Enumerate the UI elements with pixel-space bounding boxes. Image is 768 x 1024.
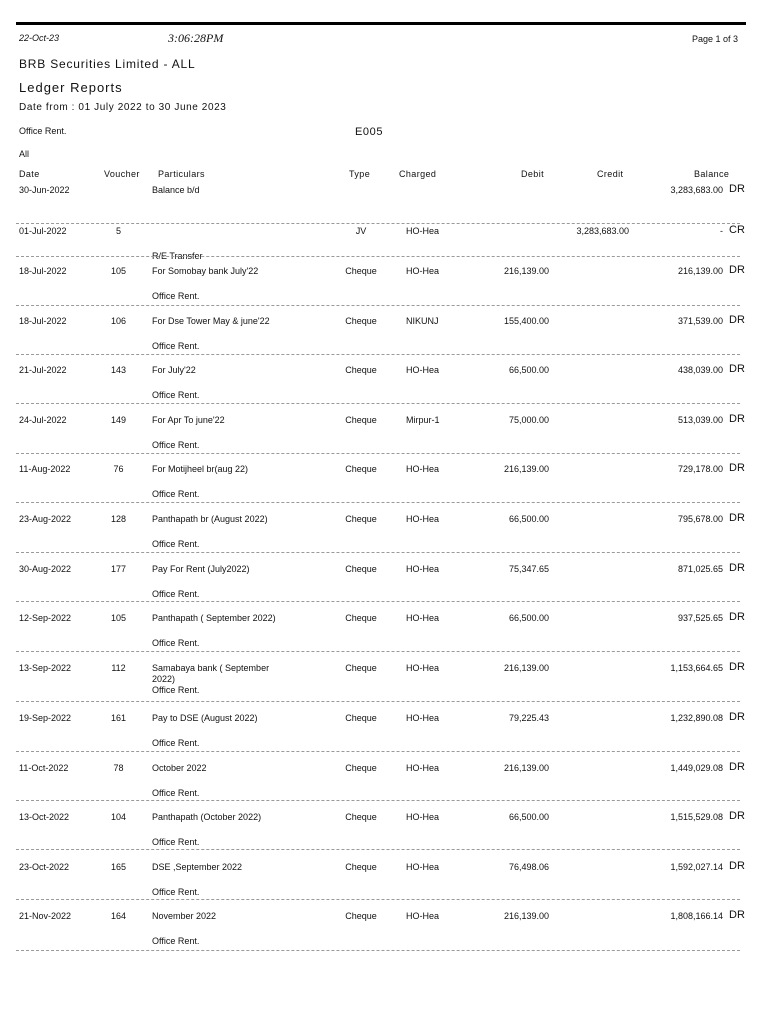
row-dr-cr: DR (729, 711, 745, 723)
row-dr-cr: DR (729, 810, 745, 822)
row-debit: 216,139.00 (503, 763, 549, 773)
row-date: 18-Jul-2022 (19, 316, 67, 326)
row-narration: Office Rent. (152, 685, 200, 695)
row-charged: HO-Hea (406, 564, 440, 574)
row-voucher: 104 (110, 812, 127, 822)
row-balance: 1,592,027.14 (670, 862, 723, 872)
row-separator (16, 899, 740, 900)
row-balance: 1,515,529.08 (670, 812, 723, 822)
row-balance: 729,178.00 (677, 464, 723, 474)
row-narration: Office Rent. (152, 887, 200, 897)
row-charged: HO-Hea (406, 763, 440, 773)
row-voucher: 161 (110, 713, 127, 723)
row-type: Cheque (345, 763, 377, 773)
row-type: Cheque (345, 266, 377, 276)
row-debit: 75,347.65 (508, 564, 549, 574)
row-separator (16, 751, 740, 752)
page-number: Page 1 of 3 (691, 34, 738, 44)
row-dr-cr: DR (729, 314, 745, 326)
row-particulars: For Dse Tower May & june'22 (152, 316, 270, 326)
row-dr-cr: DR (729, 761, 745, 773)
row-narration: Office Rent. (152, 589, 200, 599)
row-particulars: Pay For Rent (July2022) (152, 564, 250, 574)
row-type: Cheque (345, 911, 377, 921)
col-charged: Charged (399, 169, 437, 179)
row-date: 21-Nov-2022 (19, 911, 72, 921)
row-separator (16, 354, 740, 355)
row-separator (16, 800, 740, 801)
row-debit: 216,139.00 (503, 464, 549, 474)
row-debit: 76,498.06 (508, 862, 549, 872)
row-charged: HO-Hea (406, 812, 440, 822)
row-dr-cr: DR (729, 661, 745, 673)
row-charged: HO-Hea (406, 663, 440, 673)
row-narration: Office Rent. (152, 440, 200, 450)
row-type: Cheque (345, 713, 377, 723)
row-particulars: Samabaya bank ( September (152, 663, 270, 673)
row-separator (16, 305, 740, 306)
row-debit: 66,500.00 (508, 514, 549, 524)
row-separator (16, 403, 740, 404)
row-narration: Office Rent. (152, 837, 200, 847)
row-date: 30-Aug-2022 (19, 564, 72, 574)
row-debit: 216,139.00 (503, 663, 549, 673)
top-rule (16, 22, 746, 25)
col-particulars: Particulars (158, 169, 205, 179)
row-date: 19-Sep-2022 (19, 713, 72, 723)
row-date: 23-Aug-2022 (19, 514, 72, 524)
row-date: 11-Aug-2022 (19, 464, 71, 474)
row-charged: HO-Hea (406, 862, 440, 872)
row-narration: Office Rent. (152, 788, 200, 798)
row-balance: 216,139.00 (677, 266, 723, 276)
row-narration: Office Rent. (152, 738, 200, 748)
row-voucher: 106 (110, 316, 127, 326)
row-date: 13-Oct-2022 (19, 812, 70, 822)
row-voucher: 128 (110, 514, 127, 524)
row-charged: HO-Hea (406, 613, 440, 623)
row-particulars: For Somobay bank July'22 (152, 266, 259, 276)
row-narration: Office Rent. (152, 390, 200, 400)
row-charged: NIKUNJ (406, 316, 439, 326)
company-name: BRB Securities Limited - ALL (19, 57, 196, 71)
row-date: 13-Sep-2022 (19, 663, 72, 673)
row-charged: HO-Hea (406, 266, 440, 276)
account-name: Office Rent. (19, 126, 67, 136)
row-type: Cheque (345, 514, 377, 524)
row-separator (16, 453, 740, 454)
row-credit: 3,283,683.00 (576, 226, 629, 236)
row-voucher: 5 (115, 226, 121, 236)
row-balance: 1,153,664.65 (670, 663, 723, 673)
row-debit: 66,500.00 (508, 613, 549, 623)
row-balance: 871,025.65 (677, 564, 723, 574)
row-particulars: For July'22 (152, 365, 196, 375)
row-type: JV (355, 226, 367, 236)
print-date: 22-Oct-23 (19, 33, 60, 43)
row-narration: Office Rent. (152, 489, 200, 499)
row-dr-cr: DR (729, 264, 745, 276)
filter-label: All (19, 149, 30, 159)
row-dr-cr: DR (729, 562, 745, 574)
row-particulars: Panthapath ( September 2022) (152, 613, 276, 623)
row-balance: - (720, 226, 723, 236)
row-particulars: Balance b/d (152, 185, 200, 195)
row-voucher: 76 (113, 464, 124, 474)
row-separator (16, 701, 740, 702)
row-balance: 1,808,166.14 (670, 911, 723, 921)
row-balance: 1,449,029.08 (670, 763, 723, 773)
row-separator (16, 552, 740, 553)
col-balance: Balance (694, 169, 730, 179)
row-dr-cr: DR (729, 909, 745, 921)
row-dr-cr: DR (729, 363, 745, 375)
row-type: Cheque (345, 415, 377, 425)
row-charged: HO-Hea (406, 713, 440, 723)
row-voucher: 105 (110, 266, 127, 276)
row-charged: HO-Hea (406, 365, 440, 375)
row-voucher: 177 (110, 564, 127, 574)
col-debit: Debit (521, 169, 545, 179)
row-voucher: 143 (110, 365, 127, 375)
date-range: Date from : 01 July 2022 to 30 June 2023 (19, 102, 227, 113)
row-charged: HO-Hea (406, 464, 440, 474)
row-separator (16, 950, 740, 951)
row-voucher: 112 (111, 663, 126, 673)
row-charged: HO-Hea (406, 911, 440, 921)
row-narration: Office Rent. (152, 638, 200, 648)
row-balance: 795,678.00 (677, 514, 723, 524)
row-dr-cr: DR (729, 413, 745, 425)
row-dr-cr: DR (729, 611, 745, 623)
row-particulars-cont: 2022) (152, 674, 176, 684)
report-title: Ledger Reports (19, 80, 123, 95)
row-particulars: For Apr To june'22 (152, 415, 225, 425)
row-debit: 216,139.00 (503, 266, 549, 276)
row-charged: HO-Hea (406, 226, 440, 236)
row-voucher: 149 (110, 415, 127, 425)
row-date: 11-Oct-2022 (19, 763, 69, 773)
row-type: Cheque (345, 663, 377, 673)
row-dr-cr: DR (729, 512, 745, 524)
row-debit: 66,500.00 (508, 812, 549, 822)
row-dr-cr: DR (729, 860, 745, 872)
row-type: Cheque (345, 464, 377, 474)
row-narration: Office Rent. (152, 539, 200, 549)
row-debit: 66,500.00 (508, 365, 549, 375)
row-date: 21-Jul-2022 (19, 365, 67, 375)
row-balance: 438,039.00 (677, 365, 723, 375)
col-voucher: Voucher (104, 169, 140, 179)
row-particulars: For Motijheel br(aug 22) (152, 464, 249, 474)
row-separator (16, 601, 740, 602)
row-separator (16, 849, 740, 850)
row-narration: Office Rent. (152, 936, 200, 946)
row-type: Cheque (345, 812, 377, 822)
col-credit: Credit (597, 169, 624, 179)
row-voucher: 105 (110, 613, 127, 623)
row-separator (16, 256, 740, 257)
row-type: Cheque (345, 564, 377, 574)
row-debit: 75,000.00 (508, 415, 549, 425)
row-date: 30-Jun-2022 (19, 185, 70, 195)
row-debit: 216,139.00 (503, 911, 549, 921)
row-dr-cr: DR (729, 183, 745, 195)
row-dr-cr: DR (729, 462, 745, 474)
row-date: 23-Oct-2022 (19, 862, 70, 872)
row-particulars: Pay to DSE (August 2022) (152, 713, 258, 723)
row-debit: 155,400.00 (503, 316, 549, 326)
row-particulars: October 2022 (152, 763, 207, 773)
row-type: Cheque (345, 316, 377, 326)
row-charged: Mirpur-1 (406, 415, 440, 425)
row-separator (16, 651, 740, 652)
row-separator (16, 223, 740, 224)
row-voucher: 165 (110, 862, 127, 872)
row-separator (16, 502, 740, 503)
column-header-row (0, 169, 768, 181)
row-particulars: November 2022 (152, 911, 217, 921)
row-date: 24-Jul-2022 (19, 415, 67, 425)
row-balance: 3,283,683.00 (670, 185, 723, 195)
row-debit: 79,225.43 (508, 713, 549, 723)
row-balance: 1,232,890.08 (670, 713, 723, 723)
row-voucher: 78 (113, 763, 124, 773)
row-voucher: 164 (110, 911, 127, 921)
row-particulars: Panthapath (October 2022) (152, 812, 262, 822)
row-charged: HO-Hea (406, 514, 440, 524)
row-type: Cheque (345, 613, 377, 623)
col-type: Type (349, 169, 371, 179)
row-balance: 513,039.00 (677, 415, 723, 425)
account-code: E005 (355, 126, 384, 138)
row-dr-cr: CR (729, 224, 745, 236)
row-date: 01-Jul-2022 (19, 226, 67, 236)
row-balance: 937,525.65 (677, 613, 723, 623)
row-narration: R/E Transfer (152, 251, 203, 261)
row-type: Cheque (345, 365, 377, 375)
row-type: Cheque (345, 862, 377, 872)
row-narration: Office Rent. (152, 341, 200, 351)
row-date: 18-Jul-2022 (19, 266, 67, 276)
row-particulars: Panthapath br (August 2022) (152, 514, 268, 524)
row-date: 12-Sep-2022 (19, 613, 72, 623)
row-particulars: DSE ,September 2022 (152, 862, 243, 872)
col-date: Date (19, 169, 40, 179)
row-narration: Office Rent. (152, 291, 200, 301)
row-balance: 371,539.00 (677, 316, 723, 326)
print-time: 3:06:28PM (168, 31, 224, 45)
